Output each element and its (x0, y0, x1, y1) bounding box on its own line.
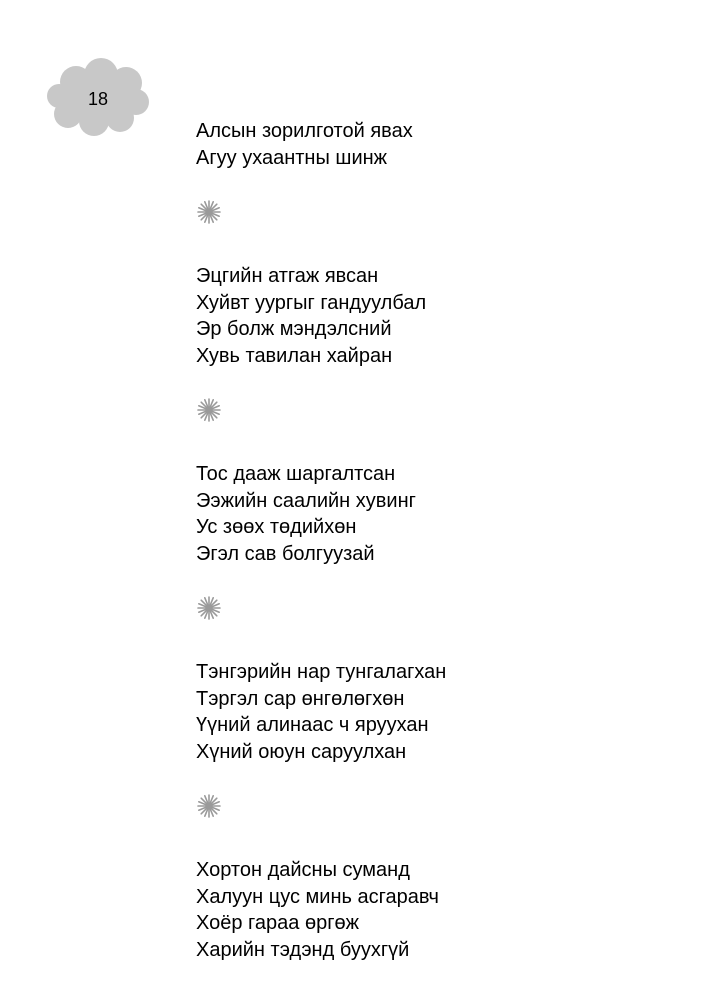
poem-line: Хоёр гараа өргөж (196, 912, 359, 934)
poem-line: Хортон дайсны суманд (196, 859, 410, 881)
poem-line: Эцгийн атгаж явсан (196, 265, 379, 287)
stanza (196, 461, 656, 567)
poem-line: Эр болж мэндэлсний (196, 318, 392, 340)
poem-line: Эгэл сав болгуузай (196, 542, 375, 565)
stanza (196, 857, 656, 963)
poem (196, 118, 656, 963)
stanza (196, 659, 656, 765)
poem-line: Ус зөөх төдийхөн (196, 516, 357, 538)
stanza (196, 118, 656, 171)
stanza-separator (196, 765, 656, 857)
poem-line: Хуйвт уургыг гандуулбал (196, 291, 427, 314)
poem-line: Алсын зорилготой явах (196, 120, 413, 142)
poem-line: Тэргэл сар өнгөлөгхөн (196, 687, 405, 710)
starburst-icon (196, 793, 222, 819)
stanza-separator (196, 369, 656, 461)
starburst-icon (196, 397, 222, 423)
starburst-icon (196, 595, 222, 621)
poem-line: Агуу ухаантны шинж (196, 146, 388, 169)
poem-line: Ээжийн саалийн хувинг (196, 489, 416, 512)
poem-line: Үүний алинаас ч яруухан (196, 714, 429, 736)
poem-line: Харийн тэдэнд буухгүй (196, 938, 410, 961)
stanza (196, 263, 656, 369)
page-number-badge (46, 58, 150, 136)
stanza-separator (196, 567, 656, 659)
poem-line: Хүний оюун саруулхан (196, 740, 407, 763)
poem-line: Халуун цус минь асгаравч (196, 885, 439, 908)
starburst-icon (196, 199, 222, 225)
poem-line: Хувь тавилан хайран (196, 344, 393, 367)
poem-line: Тос дааж шаргалтсан (196, 463, 396, 485)
page-number: 18 (87, 89, 109, 109)
poem-line: Тэнгэрийн нар тунгалагхан (196, 661, 447, 683)
stanza-separator (196, 171, 656, 263)
